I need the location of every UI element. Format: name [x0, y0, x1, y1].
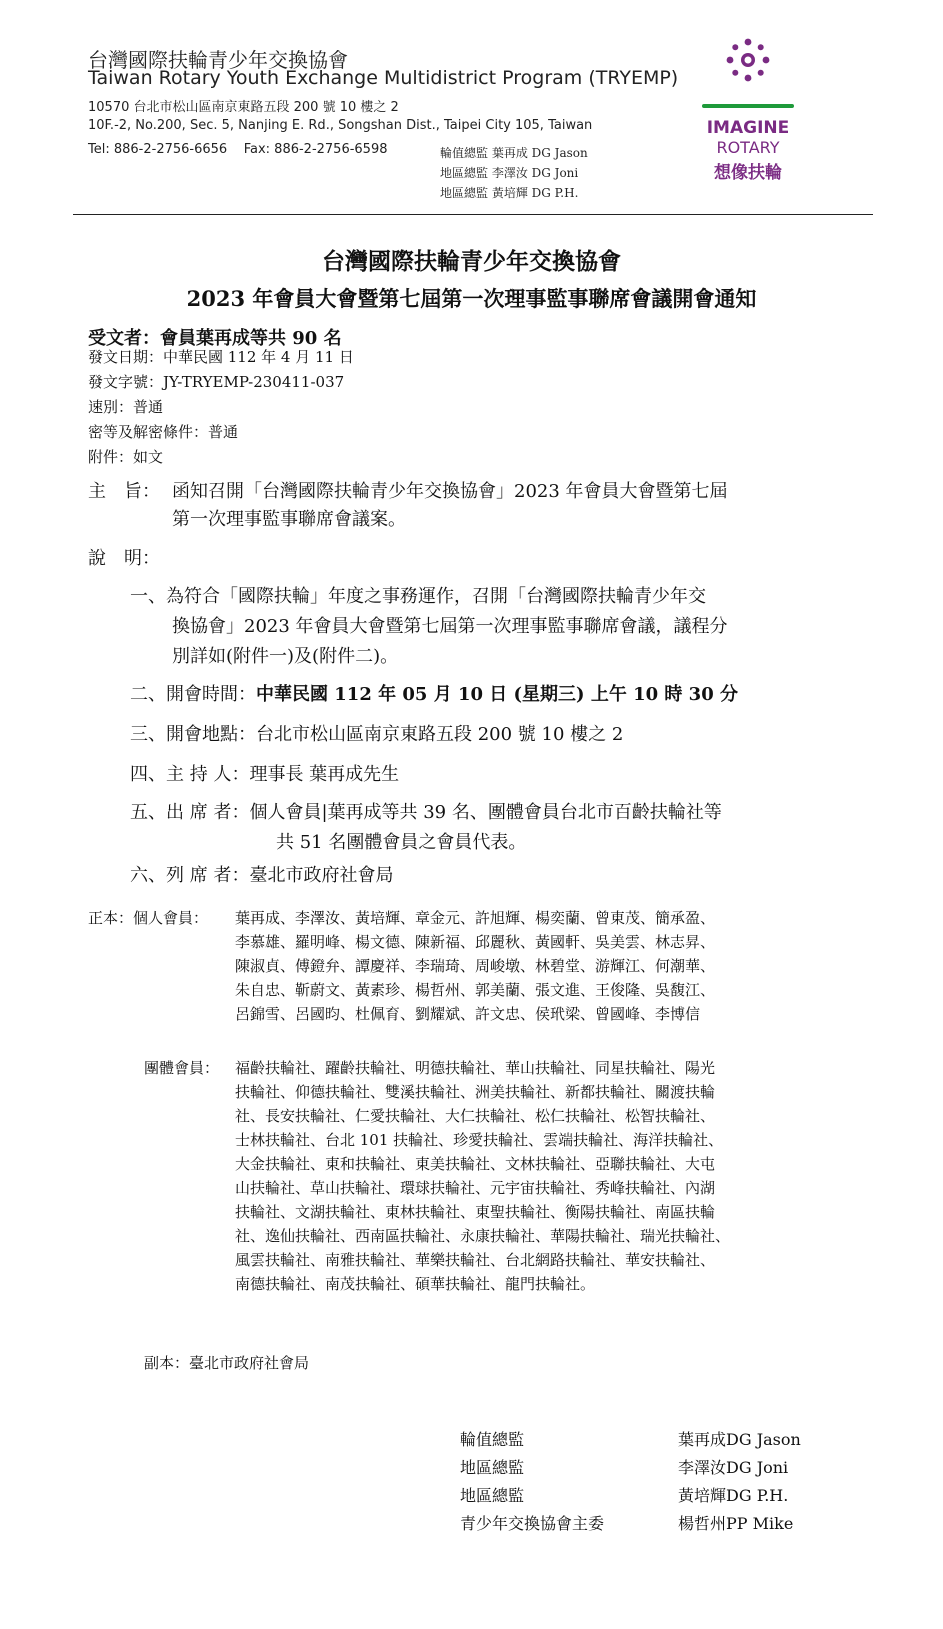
explain-label: 說 明：	[88, 548, 160, 569]
recipient: 受文者：會員葉再成等共 90 名	[88, 328, 342, 349]
list-item: 福齡扶輪社、躍齡扶輪社、明德扶輪社、華山扶輪社、同星扶輪社、陽光	[235, 1059, 716, 1077]
header-divider	[73, 214, 873, 215]
list-item: 扶輪社、仰德扶輪社、雙溪扶輪社、洲美扶輪社、新都扶輪社、關渡扶輪	[235, 1083, 716, 1101]
list-item: 葉再成、李澤汝、黃培輝、章金元、許旭輝、楊奕蘭、曾東茂、簡承盈、	[235, 909, 716, 927]
meeting-time: 中華民國 112 年 05 月 10 日 (星期三) 上午 10 時 30 分	[256, 684, 738, 705]
item-1: 一、為符合「國際扶輪」年度之事務運作，召開「台灣國際扶輪青少年交	[130, 586, 706, 607]
subject-text: 函知召開「台灣國際扶輪青少年交換協會」2023 年會員大會暨第七屆	[172, 481, 728, 502]
signature-name: 黃培輝DG P.H.	[678, 1486, 789, 1505]
group-members-label: 團體會員：	[144, 1059, 220, 1077]
subject-label: 主 旨：	[88, 481, 160, 502]
signature-title: 地區總監	[460, 1486, 525, 1505]
list-item: 南德扶輪社、南茂扶輪社、碩華扶輪社、龍門扶輪社。	[235, 1275, 596, 1293]
signature-name: 李澤汝DG Joni	[678, 1458, 789, 1477]
document-subtitle: 2023 年會員大會暨第七屆第一次理事監事聯席會議開會通知	[186, 286, 757, 311]
list-item: 扶輪社、文湖扶輪社、東林扶輪社、東聖扶輪社、衡陽扶輪社、南區扶輪	[235, 1203, 716, 1221]
signature-name: 楊哲州PP Mike	[678, 1514, 794, 1533]
item-2	[130, 680, 738, 706]
logo-text: 想像扶輪	[714, 163, 782, 183]
list-item: 社、逸仙扶輪社、西南區扶輪社、永康扶輪社、華陽扶輪社、瑞光扶輪社、	[235, 1227, 731, 1245]
item-1: 別詳如(附件一)及(附件二)。	[172, 646, 399, 667]
governor-line: 地區總監 李澤汝 DG Joni	[440, 166, 579, 180]
item-5: 五、出 席 者：個人會員|葉再成等共 39 名、團體會員台北市百齡扶輪社等	[130, 802, 722, 823]
address-en: 10F.-2, No.200, Sec. 5, Nanjing E. Rd., Songshan Dist., Taipei City 105, Taiwan	[88, 118, 593, 133]
item-1: 換協會」2023 年會員大會暨第七屆第一次理事監事聯席會議，議程分	[172, 616, 728, 637]
list-item: 大金扶輪社、東和扶輪社、東美扶輪社、文林扶輪社、亞聯扶輪社、大屯	[235, 1155, 716, 1173]
attachment: 附件：如文	[88, 448, 164, 466]
list-item: 李慕雄、羅明峰、楊文德、陳新福、邱麗秋、黃國軒、吳美雲、林志昇、	[235, 933, 716, 951]
item-5: 共 51 名團體會員之會員代表。	[276, 832, 527, 853]
signature-title: 地區總監	[460, 1458, 525, 1477]
doc-number: 發文字號：JY-TRYEMP-230411-037	[88, 373, 345, 391]
item-6: 六、列 席 者：臺北市政府社會局	[130, 865, 394, 886]
signature-title: 青少年交換協會主委	[460, 1514, 605, 1533]
logo-text: ROTARY	[716, 138, 780, 157]
item-4: 四、主 持 人：理事長 葉再成先生	[130, 764, 400, 785]
main-copy-label: 正本：個人會員：	[88, 909, 209, 927]
fax: Fax: 886-2-2756-6598	[243, 142, 388, 157]
subject-text: 第一次理事監事聯席會議案。	[172, 509, 406, 530]
tel: Tel: 886-2-2756-6656	[88, 142, 228, 157]
logo-text: IMAGINE	[706, 118, 790, 138]
governor-line: 輪值總監 葉再成 DG Jason	[440, 146, 588, 160]
secrecy: 密等及解密條件：普通	[88, 423, 239, 441]
org-name-en: Taiwan Rotary Youth Exchange Multidistrict Program (TRYEMP)	[88, 67, 679, 89]
item-2-label: 二、開會時間：	[130, 684, 256, 705]
issue-date: 發文日期：中華民國 112 年 4 月 11 日	[88, 348, 354, 366]
contact-line	[88, 142, 388, 157]
list-item: 呂錦雪、呂國昀、杜佩育、劉耀斌、許文忠、侯玳梁、曾國峰、李博信	[235, 1005, 701, 1023]
list-item: 陳淑貞、傅鐙弁、譚慶祥、李瑞琦、周峻墩、林碧堂、游輝江、何潮華、	[235, 957, 716, 975]
rotary-wheel-icon	[688, 36, 808, 116]
signature-name: 葉再成DG Jason	[678, 1430, 801, 1449]
address-zh: 10570 台北市松山區南京東路五段 200 號 10 樓之 2	[88, 100, 399, 115]
list-item: 風雲扶輪社、南雅扶輪社、華樂扶輪社、台北網路扶輪社、華安扶輪社、	[235, 1251, 716, 1269]
list-item: 山扶輪社、草山扶輪社、環球扶輪社、元宇宙扶輪社、秀峰扶輪社、內湖	[235, 1179, 716, 1197]
document-title: 台灣國際扶輪青少年交換協會	[322, 248, 621, 275]
signature-title: 輪值總監	[460, 1430, 525, 1449]
speed: 速別：普通	[88, 398, 164, 416]
item-3: 三、開會地點：台北市松山區南京東路五段 200 號 10 樓之 2	[130, 724, 624, 745]
list-item: 士林扶輪社、台北 101 扶輪社、珍愛扶輪社、雲端扶輪社、海洋扶輪社、	[235, 1131, 724, 1149]
org-name-zh: 台灣國際扶輪青少年交換協會	[88, 48, 348, 72]
list-item: 朱自忠、靳蔚文、黃素珍、楊哲州、郭美蘭、張文進、王俊隆、吳馥江、	[235, 981, 716, 999]
copy-recipient: 副本：臺北市政府社會局	[144, 1354, 310, 1372]
governor-line: 地區總監 黃培輝 DG P.H.	[440, 186, 579, 200]
list-item: 社、長安扶輪社、仁愛扶輪社、大仁扶輪社、松仁扶輪社、松智扶輪社、	[235, 1107, 716, 1125]
